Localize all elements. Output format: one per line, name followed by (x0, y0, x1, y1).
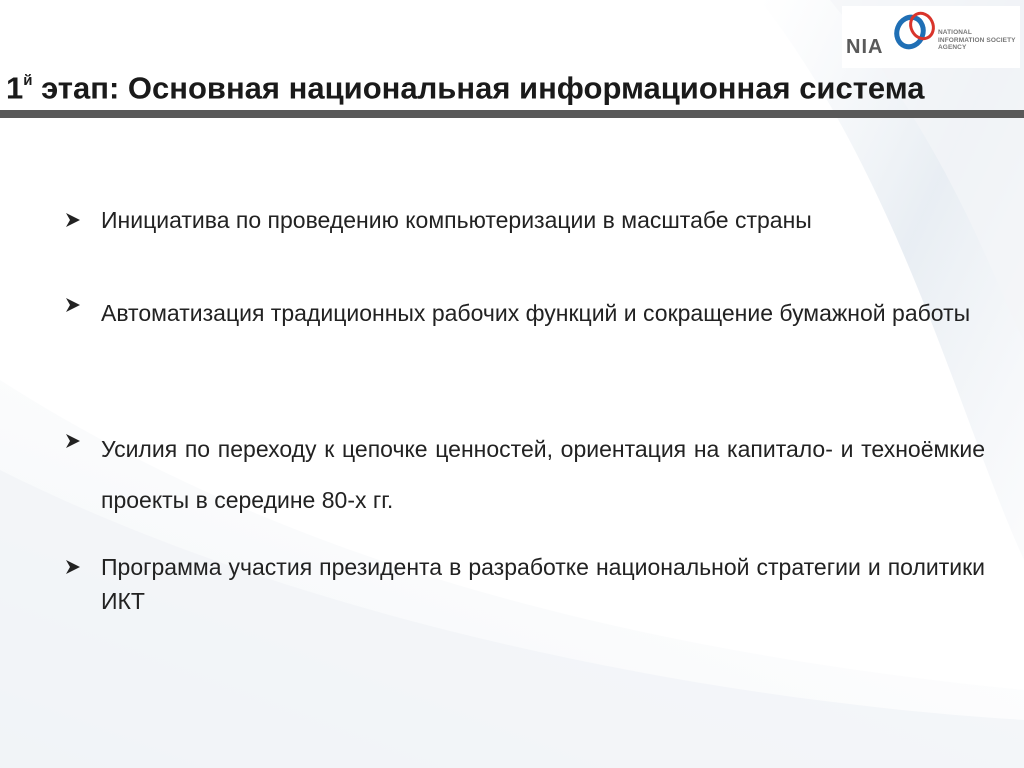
title-number: 1 (6, 70, 24, 106)
title-text: этап: Основная национальная информационная система (32, 70, 925, 106)
bullet-text-2: Автоматизация традиционных рабочих функций и сокращение бумажной работы (101, 300, 971, 326)
arrow-bullet-icon (64, 212, 82, 228)
logo-line-3: AGENCY (938, 44, 967, 51)
bullet-text-1: Инициатива по проведению компьютеризации в масштабе страны (101, 207, 812, 233)
bullet-text-3: Усилия по переходу к цепочке ценностей, ориентация на капитало- и техноёмкие проекты в середине 80-х гг. (101, 436, 985, 513)
logo-line-2: INFORMATION SOCIETY (938, 36, 1016, 44)
logo-abbr: NIA (846, 36, 884, 58)
title-superscript: й (23, 72, 33, 89)
bullet-text-4: Программа участия президента в разработке национальной стратегии и политики ИКТ (101, 554, 985, 614)
arrow-bullet-icon (64, 297, 82, 313)
logo-line-1: NATIONAL (938, 29, 972, 36)
arrow-bullet-icon (64, 559, 82, 575)
arrow-bullet-icon (64, 433, 82, 449)
